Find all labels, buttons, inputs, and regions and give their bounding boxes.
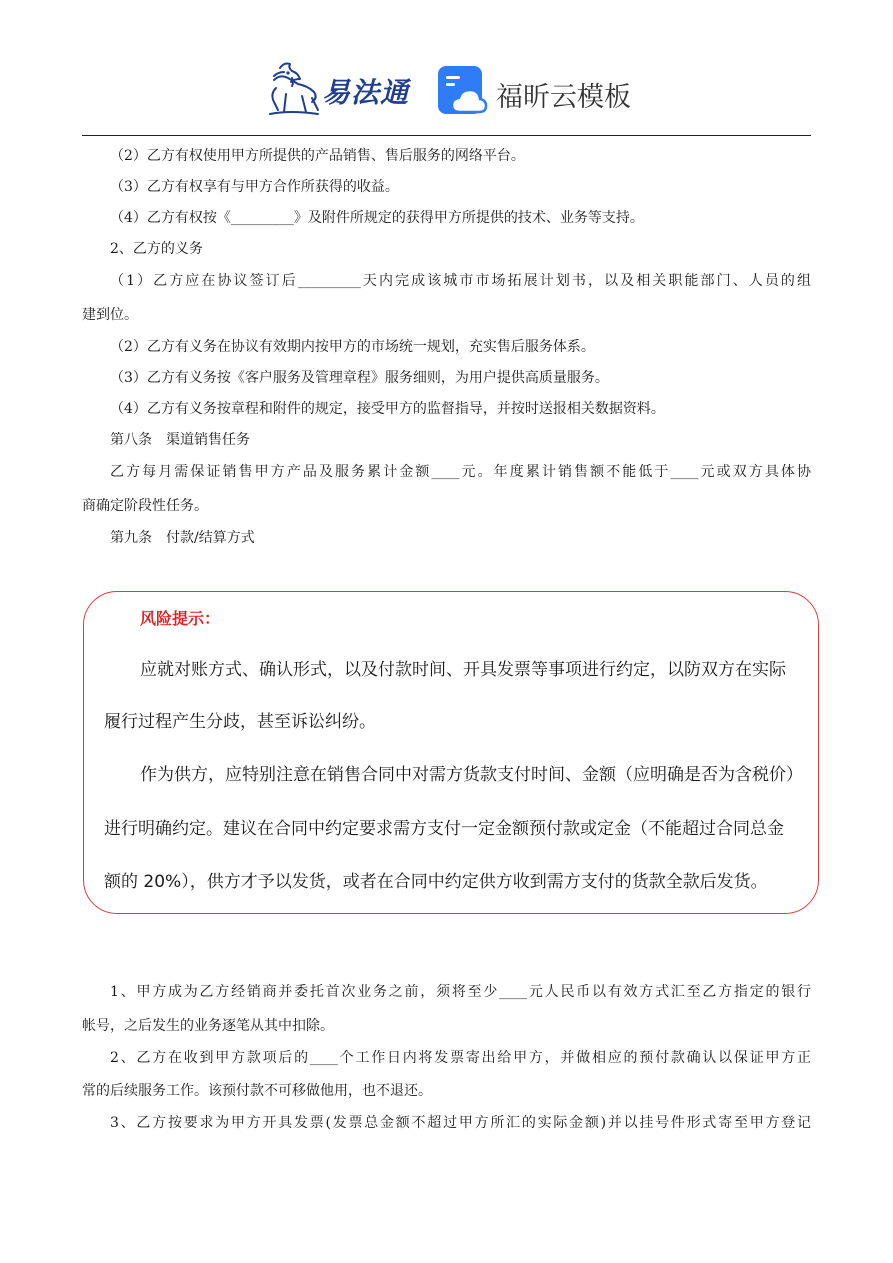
fuxin-logo-text: 福昕云模板 bbox=[496, 82, 631, 113]
article-9-heading: 第九条 付款/结算方式 bbox=[110, 530, 255, 546]
risk-notice-box bbox=[83, 591, 819, 914]
obligation-item-3: （3）乙方有义务按《客户服务及管理章程》服务细则，为用户提供高质量服务。 bbox=[110, 370, 609, 386]
obligation-item-2: （2）乙方有义务在协议有效期内按甲方的市场统一规划，充实售后服务体系。 bbox=[110, 339, 595, 355]
risk-notice-line-2: 履行过程产生分歧，甚至诉讼纠纷。 bbox=[104, 712, 376, 732]
header-divider bbox=[82, 135, 811, 136]
risk-notice-line-4: 进行明确约定。建议在合同中约定要求需方支付一定金额预付款或定金（不能超过合同总金 bbox=[104, 819, 784, 839]
risk-notice-line-1: 应就对账方式、确认形式，以及付款时间、开具发票等事项进行约定，以防双方在实际 bbox=[140, 660, 786, 680]
rights-item-3: （3）乙方有权享有与甲方合作所获得的收益。 bbox=[110, 179, 399, 195]
article-8-heading: 第八条 渠道销售任务 bbox=[110, 432, 250, 448]
qilin-icon bbox=[262, 58, 324, 122]
yifatong-logo-text: 易法通 bbox=[322, 76, 410, 109]
payment-item-1-cont: 帐号，之后发生的业务逐笔从其中扣除。 bbox=[82, 1018, 334, 1034]
cloud-document-icon bbox=[436, 64, 488, 118]
obligation-item-1-cont: 建到位。 bbox=[82, 307, 138, 323]
payment-item-1: 1、甲方成为乙方经销商并委托首次业务之前，须将至少____元人民币以有效方式汇至乙方指定的银行 bbox=[110, 984, 811, 1000]
rights-item-2: （2）乙方有权使用甲方所提供的产品销售、售后服务的网络平台。 bbox=[110, 148, 525, 164]
rights-item-4: （4）乙方有权按《_________》及附件所规定的获得甲方所提供的技术、业务等支持。 bbox=[110, 210, 644, 226]
obligation-item-4: （4）乙方有义务按章程和附件的规定，接受甲方的监督指导，并按时送报相关数据资料。 bbox=[110, 401, 665, 417]
obligation-item-1: （1）乙方应在协议签订后_________天内完成该城市市场拓展计划书，以及相关职能部门、人员的组 bbox=[110, 273, 811, 289]
article-8-text-cont: 商确定阶段性任务。 bbox=[82, 498, 208, 514]
obligations-heading: 2、乙方的义务 bbox=[110, 241, 203, 257]
risk-notice-line-3: 作为供方，应特别注意在销售合同中对需方货款支付时间、金额（应明确是否为含税价） bbox=[140, 765, 803, 785]
risk-notice-title: 风险提示： bbox=[140, 609, 221, 628]
payment-item-3: 3、乙方按要求为甲方开具发票(发票总金额不超过甲方所汇的实际金额)并以挂号件形式寄至甲方登记 bbox=[110, 1115, 811, 1131]
payment-item-2-cont: 常的后续服务工作。该预付款不可移做他用，也不退还。 bbox=[82, 1083, 432, 1099]
fuxin-logo bbox=[436, 62, 646, 118]
yifatong-logo bbox=[262, 58, 412, 122]
page-header bbox=[0, 58, 893, 124]
payment-item-2: 2、乙方在收到甲方款项后的____个工作日内将发票寄出给甲方，并做相应的预付款确认以保证甲方正 bbox=[110, 1050, 811, 1066]
article-8-text: 乙方每月需保证销售甲方产品及服务累计金额____元。年度累计销售额不能低于____元或双方具体协 bbox=[110, 464, 811, 480]
risk-notice-line-5: 额的 20%），供方才予以发货，或者在合同中约定供方收到需方支付的货款全款后发货。 bbox=[104, 872, 768, 892]
